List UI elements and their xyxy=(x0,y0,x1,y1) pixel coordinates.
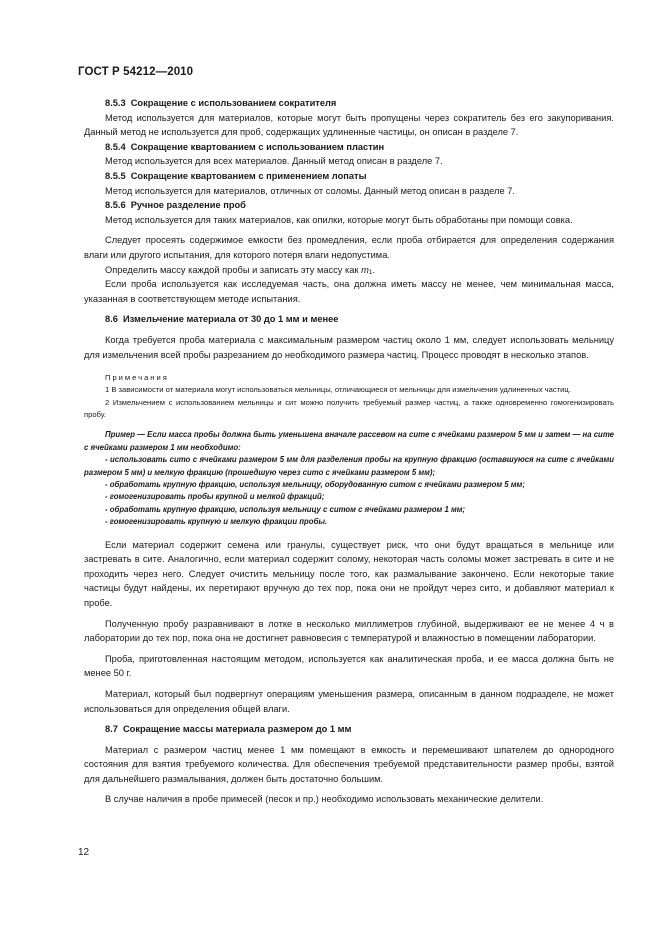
standard-header: ГОСТ Р 54212—2010 xyxy=(78,66,194,78)
example-intro: Пример — Если масса пробы должна быть уменьшена вначале рассевом на сите с ячейками размером 5 мм и затем — на сите с ячейками размером 1 мм необходимо: xyxy=(84,430,614,452)
section-heading: 8.5.3 Сокращение с использованием сократителя xyxy=(105,98,337,108)
example-block xyxy=(84,429,614,528)
paragraph: Когда требуется проба материала с максимальным размером частиц около 1 мм, следует использовать мельницу для измельчения всей пробы разрезанием до необходимого размера частиц. Процесс проводят в несколько этапов. xyxy=(84,334,614,360)
page-number: 12 xyxy=(78,847,90,858)
notes-title: Примечания xyxy=(105,373,169,383)
paragraph: Метод используется для всех материалов. Данный метод описан в разделе 7. xyxy=(105,156,443,167)
section-heading: 8.5.5 Сокращение квартованием с применением лопаты xyxy=(105,170,367,181)
note-item: 2 Измельчением с использованием мельницы и сит можно получить требуемый размер частиц, а также одновременно гомогенизировать пробу. xyxy=(84,397,614,419)
paragraph: В случае наличия в пробе примесей (песок и пр.) необходимо использовать механические делители. xyxy=(105,794,544,805)
example-step: - гомогенизировать крупную и мелкую фракции пробы. xyxy=(105,517,328,527)
document-body xyxy=(84,96,614,807)
paragraph: Метод используется для материалов, которые могут быть пропущены через сократитель без его закупоривания. Данный метод не используется для проб, содержащих удлиненные частицы, он описан в разделе 7. xyxy=(84,112,614,138)
section-heading: 8.7 Сокращение массы материала размером до 1 мм xyxy=(105,724,352,735)
example-step: - использовать сито с ячейками размером 5 мм для разделения пробы на крупную фракцию (оставшуюся на сите с ячейками размером 5 мм) и мелкую фракцию (прошедшую через сито с ячейками размером 5 мм); xyxy=(84,455,614,477)
section-heading: 8.6 Измельчение материала от 30 до 1 мм и менее xyxy=(105,314,339,325)
paragraph: Метод используется для материалов, отличных от соломы. Данный метод описан в разделе 7. xyxy=(105,185,515,196)
note-item: 1 В зависимости от материала могут использоваться мельницы, отличающиеся от мельницы для измельчения удлиненных частиц. xyxy=(105,385,571,395)
example-step: - обработать крупную фракцию, используя мельницу, оборудованную ситом с ячейками размером 5 мм; xyxy=(105,479,525,489)
example-step: - обработать крупную фракцию, используя мельницу с ситом с ячейками размером 1 мм; xyxy=(105,504,466,514)
example-step: - гомогенизировать пробы крупной и мелкой фракций; xyxy=(105,492,325,502)
paragraph: Полученную пробу разравнивают в лотке в несколько миллиметров глубиной, выдерживают ее не менее 4 ч в лаборатории до тех пор, пока она не достигнет равновесия с температурой и влажностью в помещении лаборатории. xyxy=(84,618,614,644)
paragraph: Проба, приготовленная настоящим методом, используется как аналитическая проба, и ее масса должна быть не менее 50 г. xyxy=(84,653,614,679)
paragraph: Если материал содержит семена или гранулы, существует риск, что они будут вращаться в мельнице или застревать в сите. Аналогично, если материал содержит солому, некоторая часть соломы может застревать в сите и не проходить через него. Следует очистить мельницу после того, как размалывание закончено. Если некоторые такие частицы будут найдены, их перетирают вручную до тех пор, пока они не пройдут через сито, и добавляют материал к пробе. xyxy=(84,539,614,608)
paragraph: Если проба используется как исследуемая часть, она должна иметь массу не менее, чем минимальная масса, указанная в соответствующем методе испытания. xyxy=(84,279,614,304)
paragraph: Определить массу каждой пробы и записать эту массу как $m_1$. xyxy=(105,264,376,276)
paragraph: Метод используется для таких материалов, как опилки, которые могут быть обработаны при помощи совка. xyxy=(105,214,573,225)
section-heading: 8.5.4 Сокращение квартованием с использованием пластин xyxy=(105,141,385,152)
paragraph: Материал, который был подвергнут операциям уменьшения размера, описанным в данном подразделе, не может использоваться для определения общей влаги. xyxy=(84,688,614,714)
paragraph: Материал с размером частиц менее 1 мм помещают в емкость и перемешивают шпателем до однородного состояния для взятия требуемого количества. Для обеспечения требуемой представительности размер пробы, взятой для дальнейшего размалывания, должен быть достаточно большим. xyxy=(84,744,614,784)
section-heading: 8.5.6 Ручное разделение проб xyxy=(105,200,246,211)
paragraph: Следует просеять содержимое емкости без промедления, если проба отбирается для определения содержания влаги или другого испытания, для которого потеря влаги недопустима. xyxy=(84,235,614,260)
